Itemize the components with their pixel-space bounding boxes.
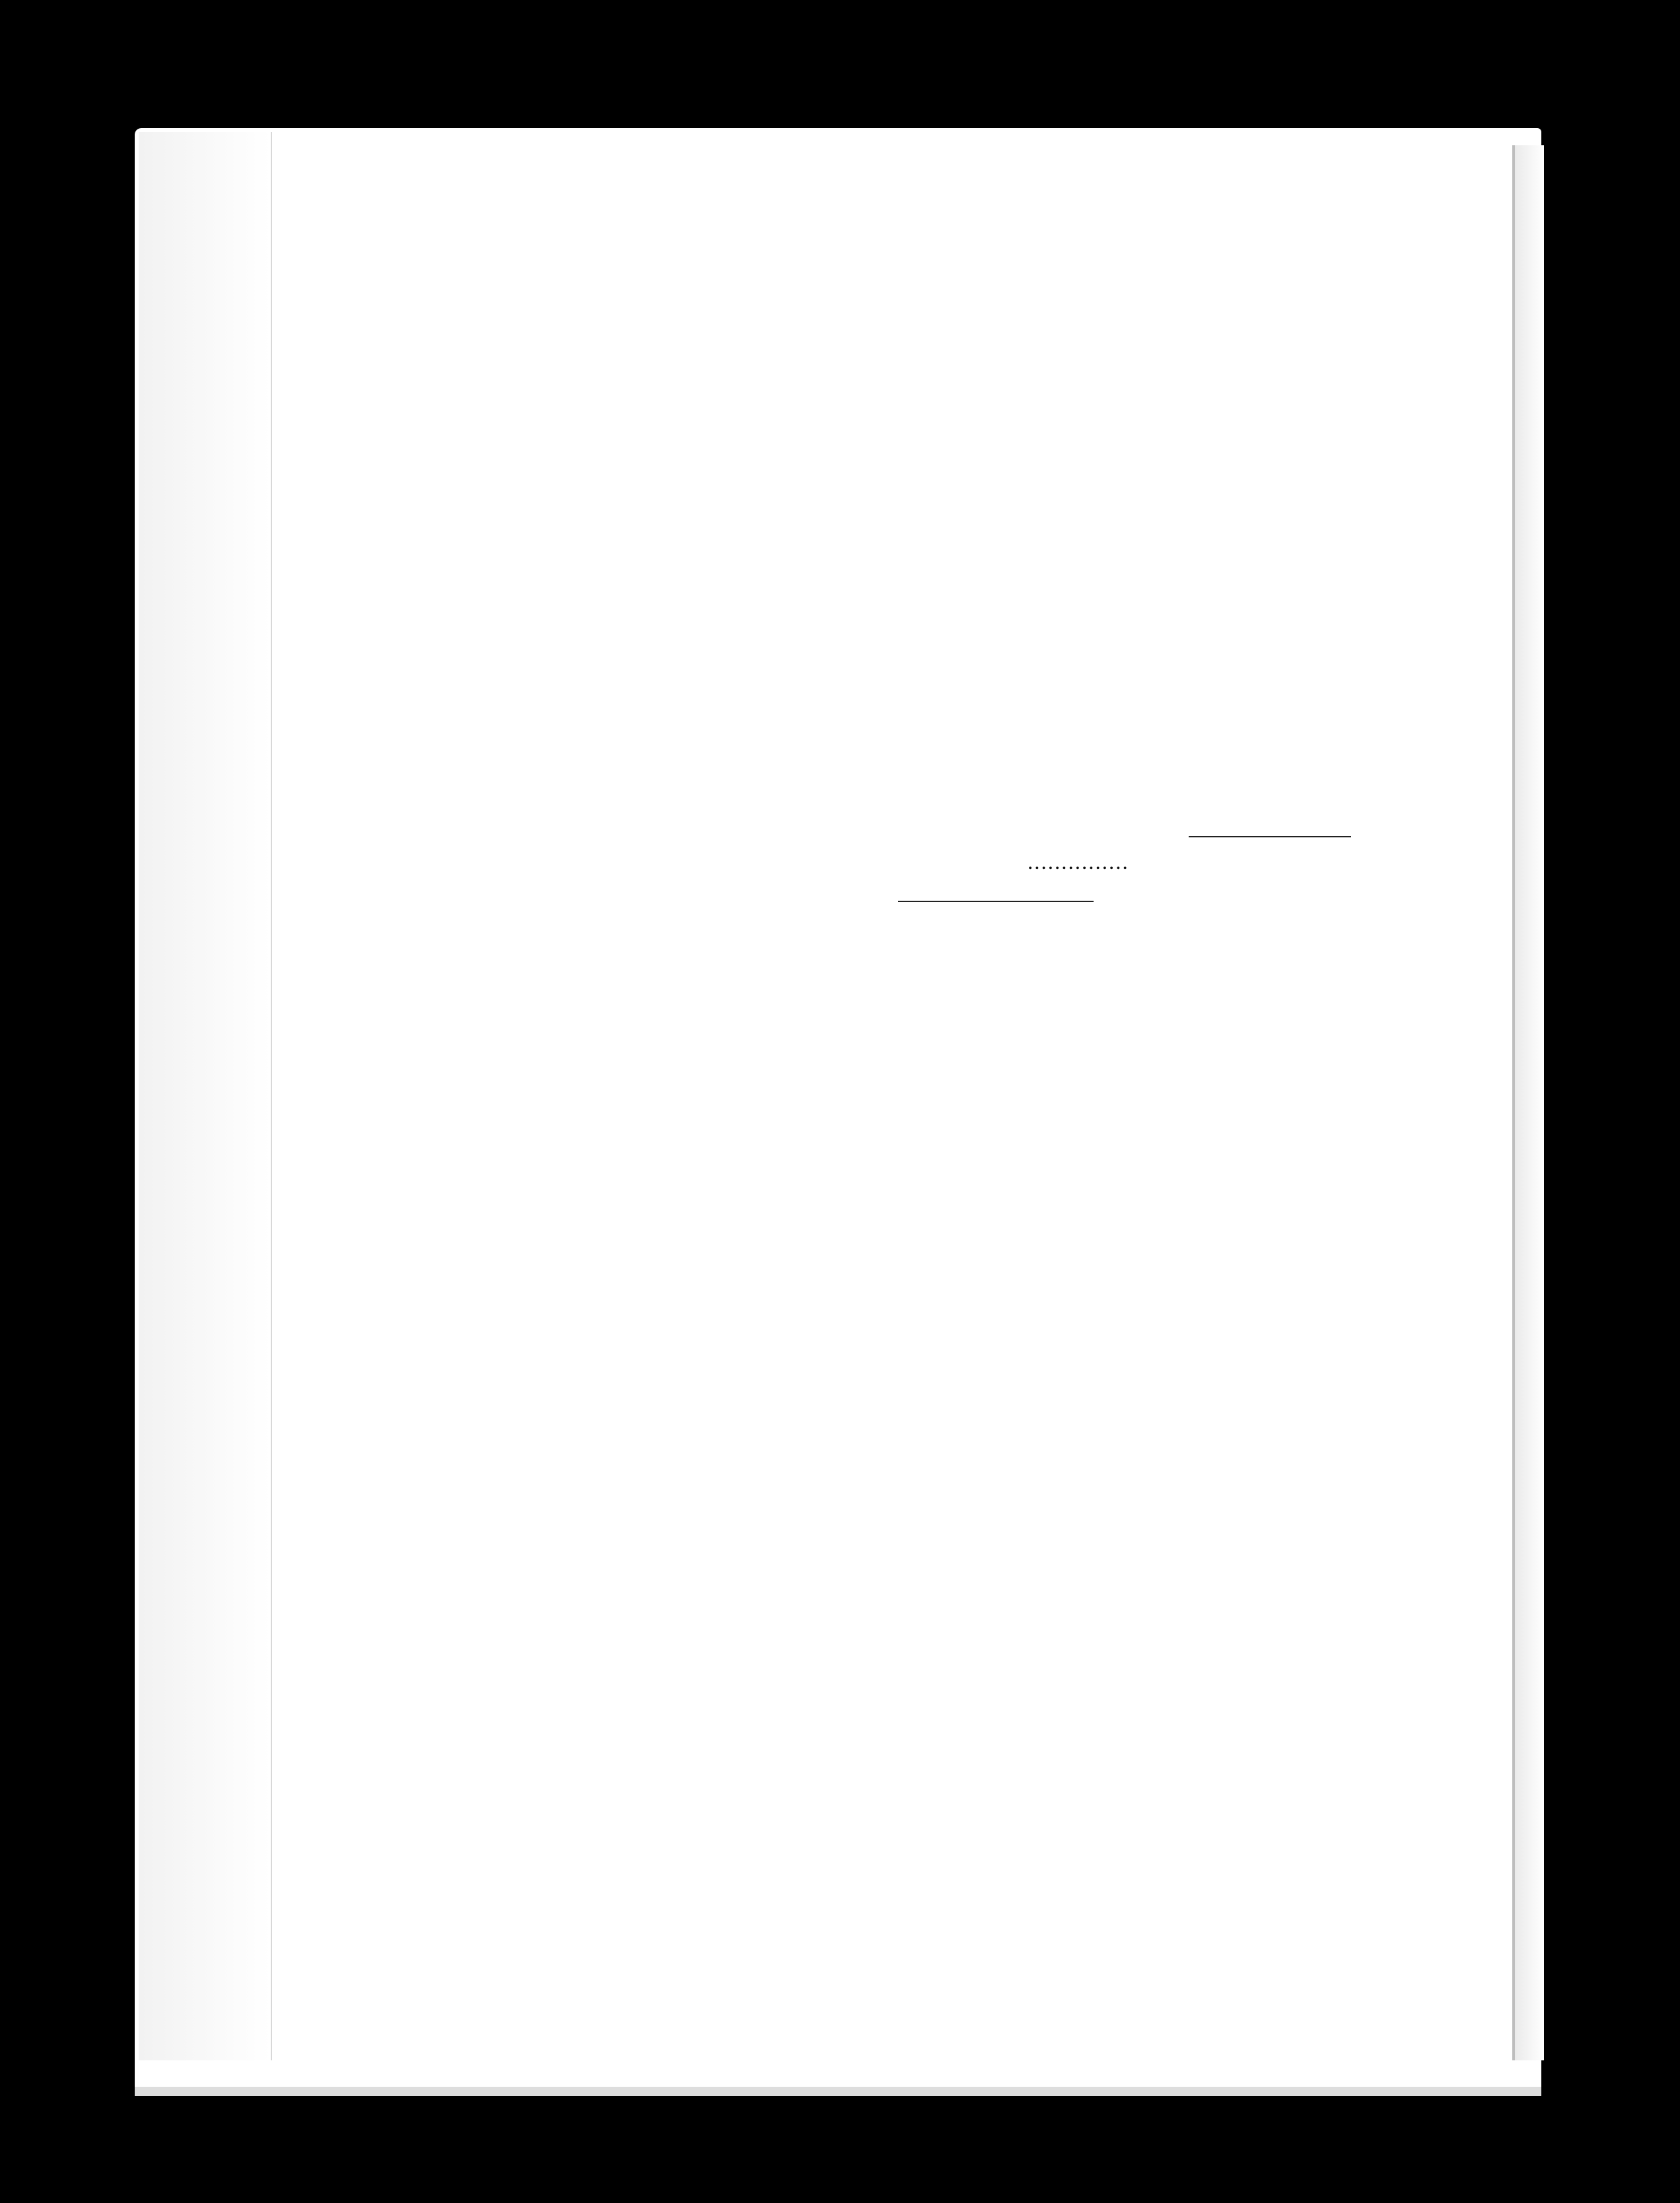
page-binding-edge	[139, 132, 272, 2060]
total-row	[1028, 847, 1129, 878]
next-page-edge	[1512, 145, 1544, 2060]
section-divider	[898, 901, 1094, 902]
page-sheet	[135, 128, 1541, 2096]
total-leader-dots	[1028, 851, 1129, 874]
page-bottom-edge	[135, 2087, 1541, 2096]
total-rule	[1189, 836, 1351, 837]
